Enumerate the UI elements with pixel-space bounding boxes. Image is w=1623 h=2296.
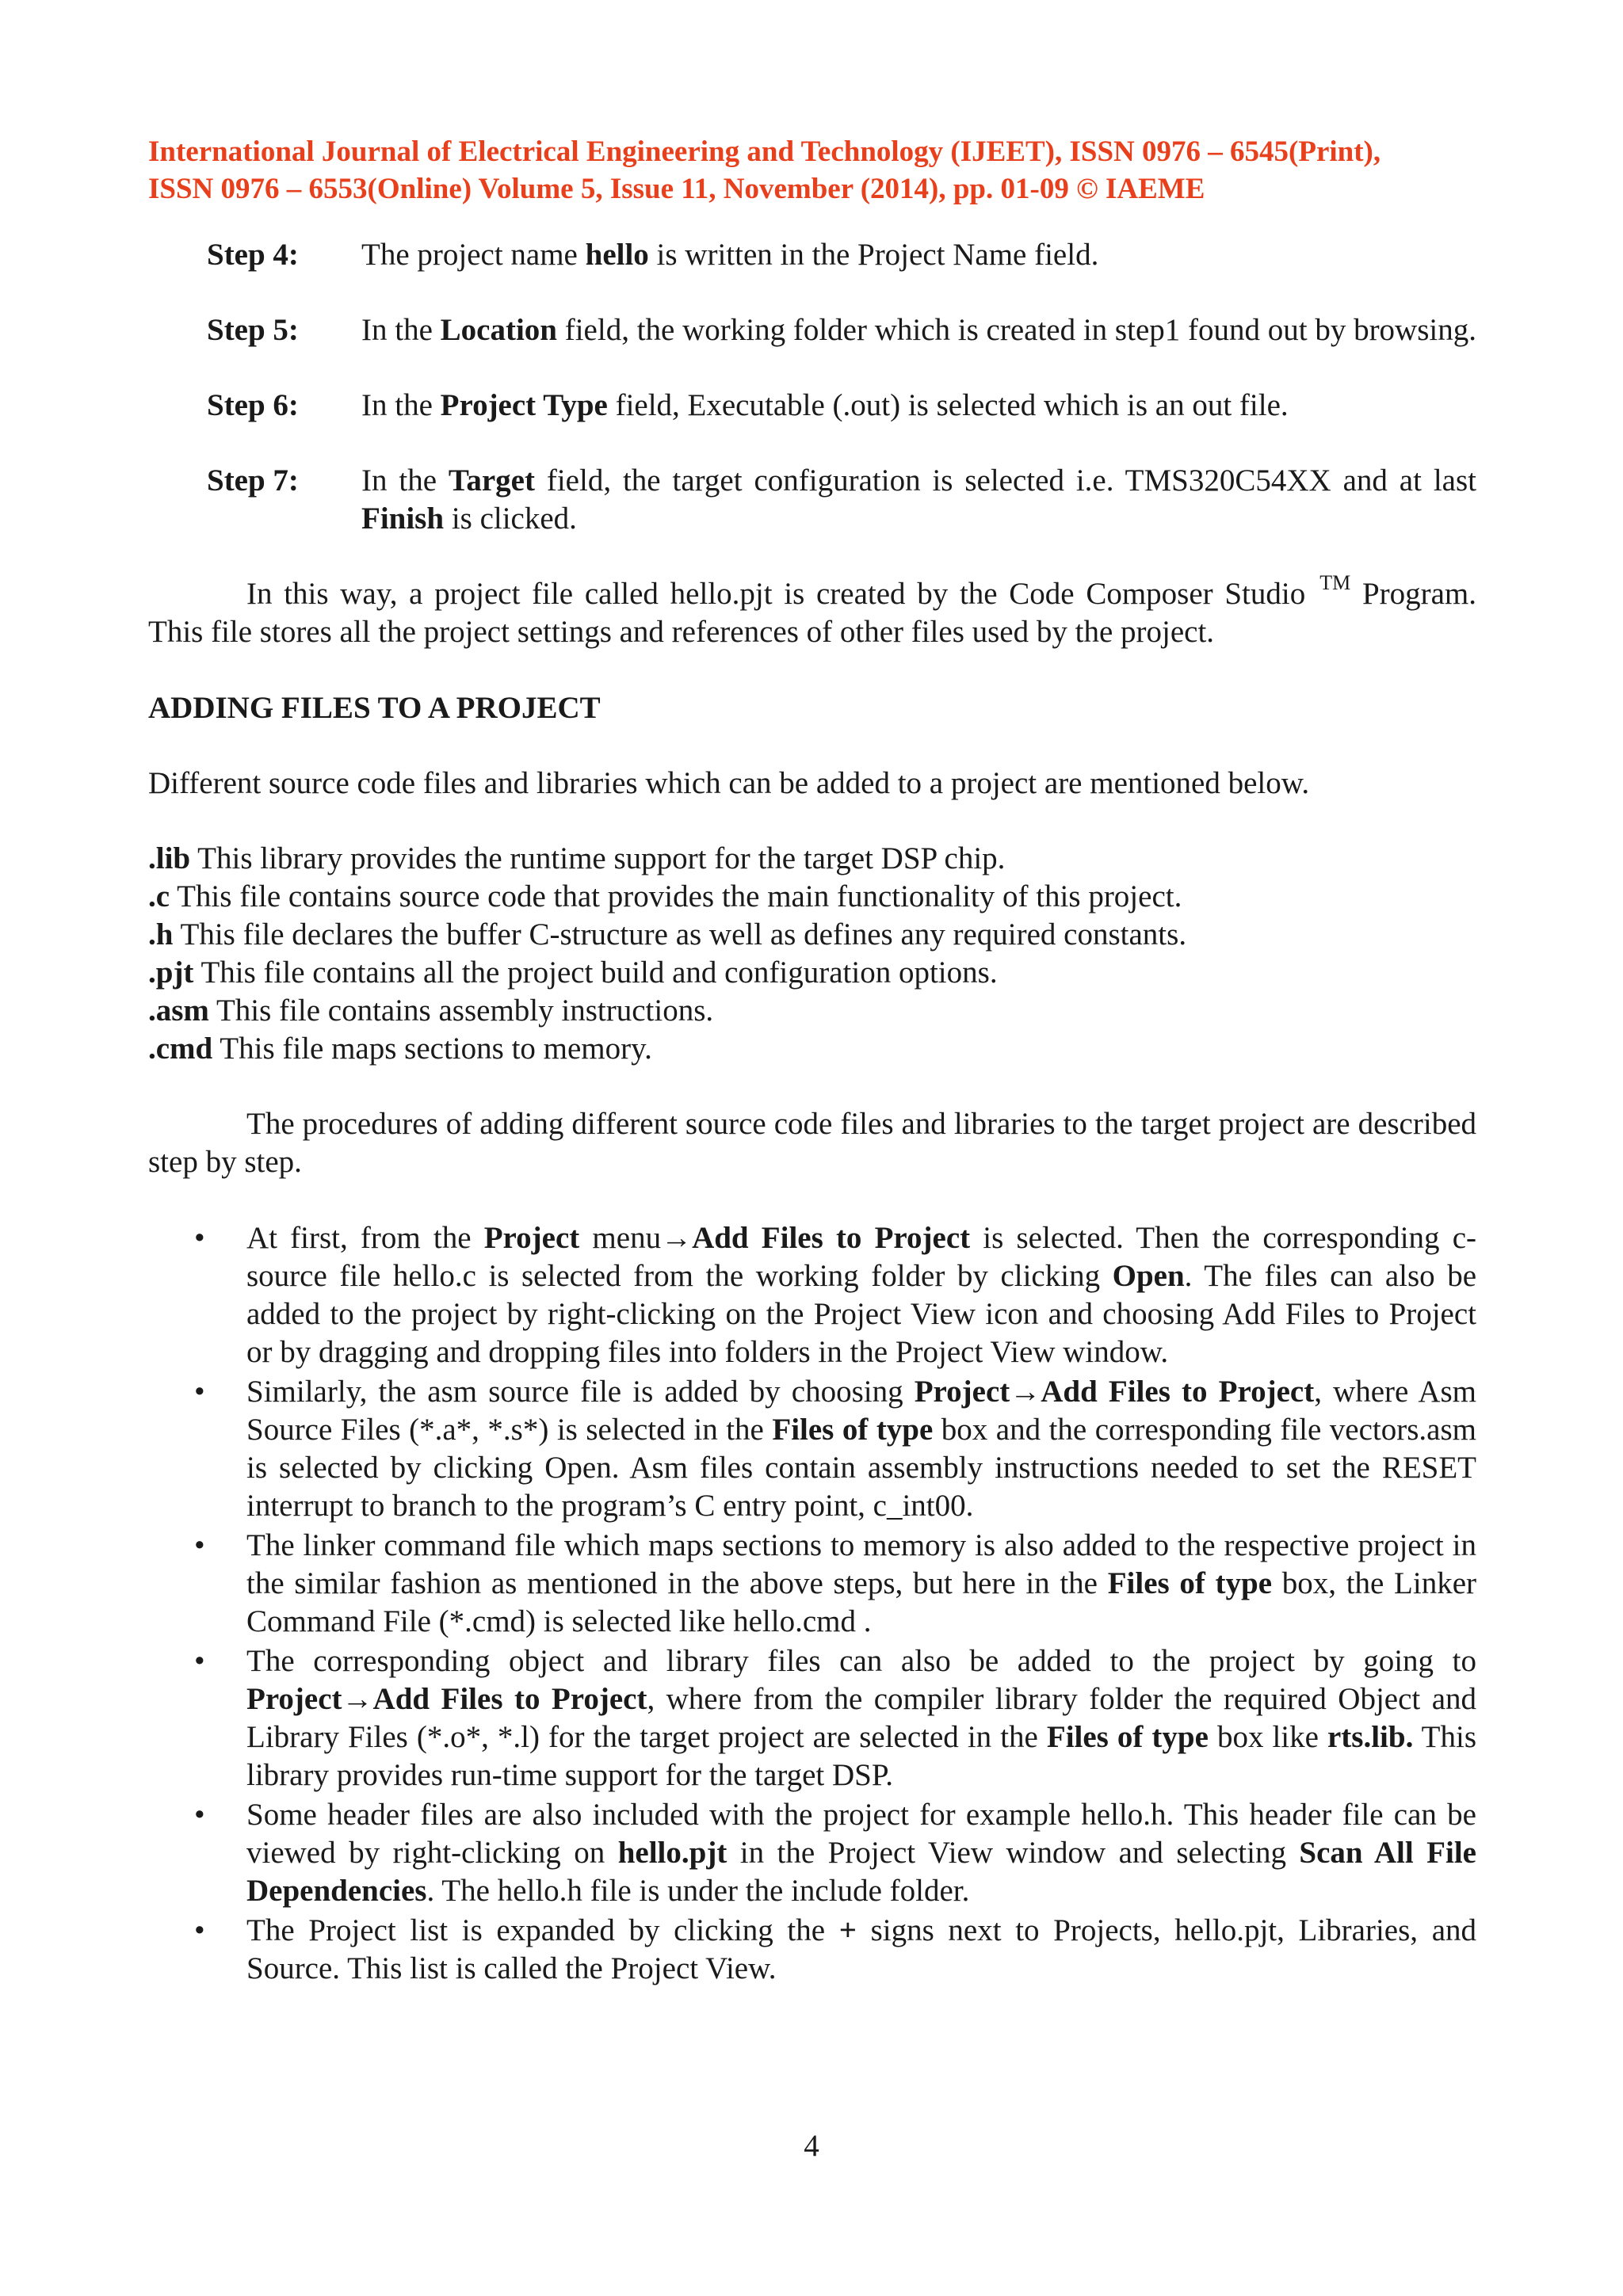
file-type-item: .h This file declares the buffer C-structure as well as defines any required constants.: [148, 917, 1187, 952]
file-type-item: .pjt This file contains all the project build and configuration options.: [148, 955, 998, 990]
header-line-2: ISSN 0976 – 6553(Online) Volume 5, Issue 11, November (2014), pp. 01-09 © IAEME: [148, 173, 1205, 205]
trademark-symbol: TM: [1319, 571, 1351, 594]
bullet-dot: •: [194, 1644, 205, 1678]
step-number: Step 6:: [207, 388, 299, 422]
bullet-item: • Some header files are also included with the project for example hello.h. This header file can be viewed by right-clicking on hello.pjt in the Project View window and selecting Scan All File Dependencies. The hello.h file is under the include folder.: [194, 1798, 1476, 1908]
step-number: Step 4:: [207, 238, 299, 272]
bullet-dot: •: [194, 1798, 205, 1832]
step-item: [148, 462, 1476, 538]
bullet-dot: •: [194, 1375, 205, 1409]
paragraph-procedures: The procedures of adding different source code files and libraries to the target project are described step by step.: [148, 1107, 1476, 1179]
bullet-item: • The linker command file which maps sections to memory is also added to the respective project in the similar fashion as mentioned in the above steps, but here in the Files of type box, the Linker Command File (*.cmd) is selected like hello.cmd .: [194, 1528, 1476, 1638]
lead-paragraph: Different source code files and libraries which can be added to a project are mentioned below.: [148, 766, 1310, 800]
step-text: The project name hello is written in the Project Name field.: [361, 238, 1099, 272]
step-text: In the Target field, the target configuration is selected i.e. TMS320C54XX and at last Finish is clicked.: [361, 463, 1476, 536]
paragraph-project-file: In this way, a project file called hello.pjt is created by the Code Composer Studio ™ Program. This file stores all the project settings and references of other files used by the project.: [148, 571, 1476, 649]
step-number: Step 7:: [207, 463, 299, 498]
bullet-dot: •: [194, 1913, 205, 1947]
procedure-bullet-list: [148, 1219, 1476, 1988]
bullet-dot: •: [194, 1528, 205, 1562]
bullet-dot: •: [194, 1221, 205, 1255]
file-type-item: .asm This file contains assembly instructions.: [148, 994, 714, 1028]
step-item: [148, 311, 1476, 349]
step-item: [148, 387, 1476, 425]
bullet-item: • Similarly, the asm source file is added by choosing Project→Add Files to Project, where Asm Source Files (*.a*, *.s*) is selected in the Files of type box and the corresponding file vectors.asm is selected by clicking Open. Asm files contain assembly instructions needed to set the RESET interrupt to branch to the program’s C entry point, c_int00.: [194, 1375, 1476, 1523]
bullet-item: • At first, from the Project menu→Add Files to Project is selected. Then the corresponding c-source file hello.c is selected from the working folder by clicking Open. The files can also be added to the project by right-clicking on the Project View icon and choosing Add Files to Project or by dragging and dropping files into folders in the Project View window.: [194, 1221, 1476, 1369]
journal-header: [148, 133, 1480, 208]
step-number: Step 5:: [207, 313, 299, 347]
page-number: 4: [804, 2129, 819, 2163]
header-line-1: International Journal of Electrical Engineering and Technology (IJEET), ISSN 0976 – 6545(Print),: [148, 135, 1381, 168]
file-type-list: [148, 840, 1476, 1068]
body-text: [148, 236, 1476, 1989]
bullet-item: • The corresponding object and library files can also be added to the project by going to Project→Add Files to Project, where from the compiler library folder the required Object and Library Files (*.o*, *.l) for the target project are selected in the Files of type box like rts.lib. This library provides run-time support for the target DSP.: [194, 1644, 1477, 1792]
step-item: [148, 236, 1476, 274]
file-type-item: .c This file contains source code that provides the main functionality of this project.: [148, 879, 1182, 913]
section-heading: ADDING FILES TO A PROJECT: [148, 691, 601, 725]
file-type-item: .lib This library provides the runtime support for the target DSP chip.: [148, 841, 1006, 875]
bullet-item: • The Project list is expanded by clicking the + signs next to Projects, hello.pjt, Libraries, and Source. This list is called the Project View.: [194, 1913, 1477, 1985]
step-text: In the Project Type field, Executable (.out) is selected which is an out file.: [361, 388, 1289, 422]
step-text: In the Location field, the working folder which is created in step1 found out by browsing.: [361, 313, 1476, 347]
file-type-item: .cmd This file maps sections to memory.: [148, 1032, 652, 1066]
